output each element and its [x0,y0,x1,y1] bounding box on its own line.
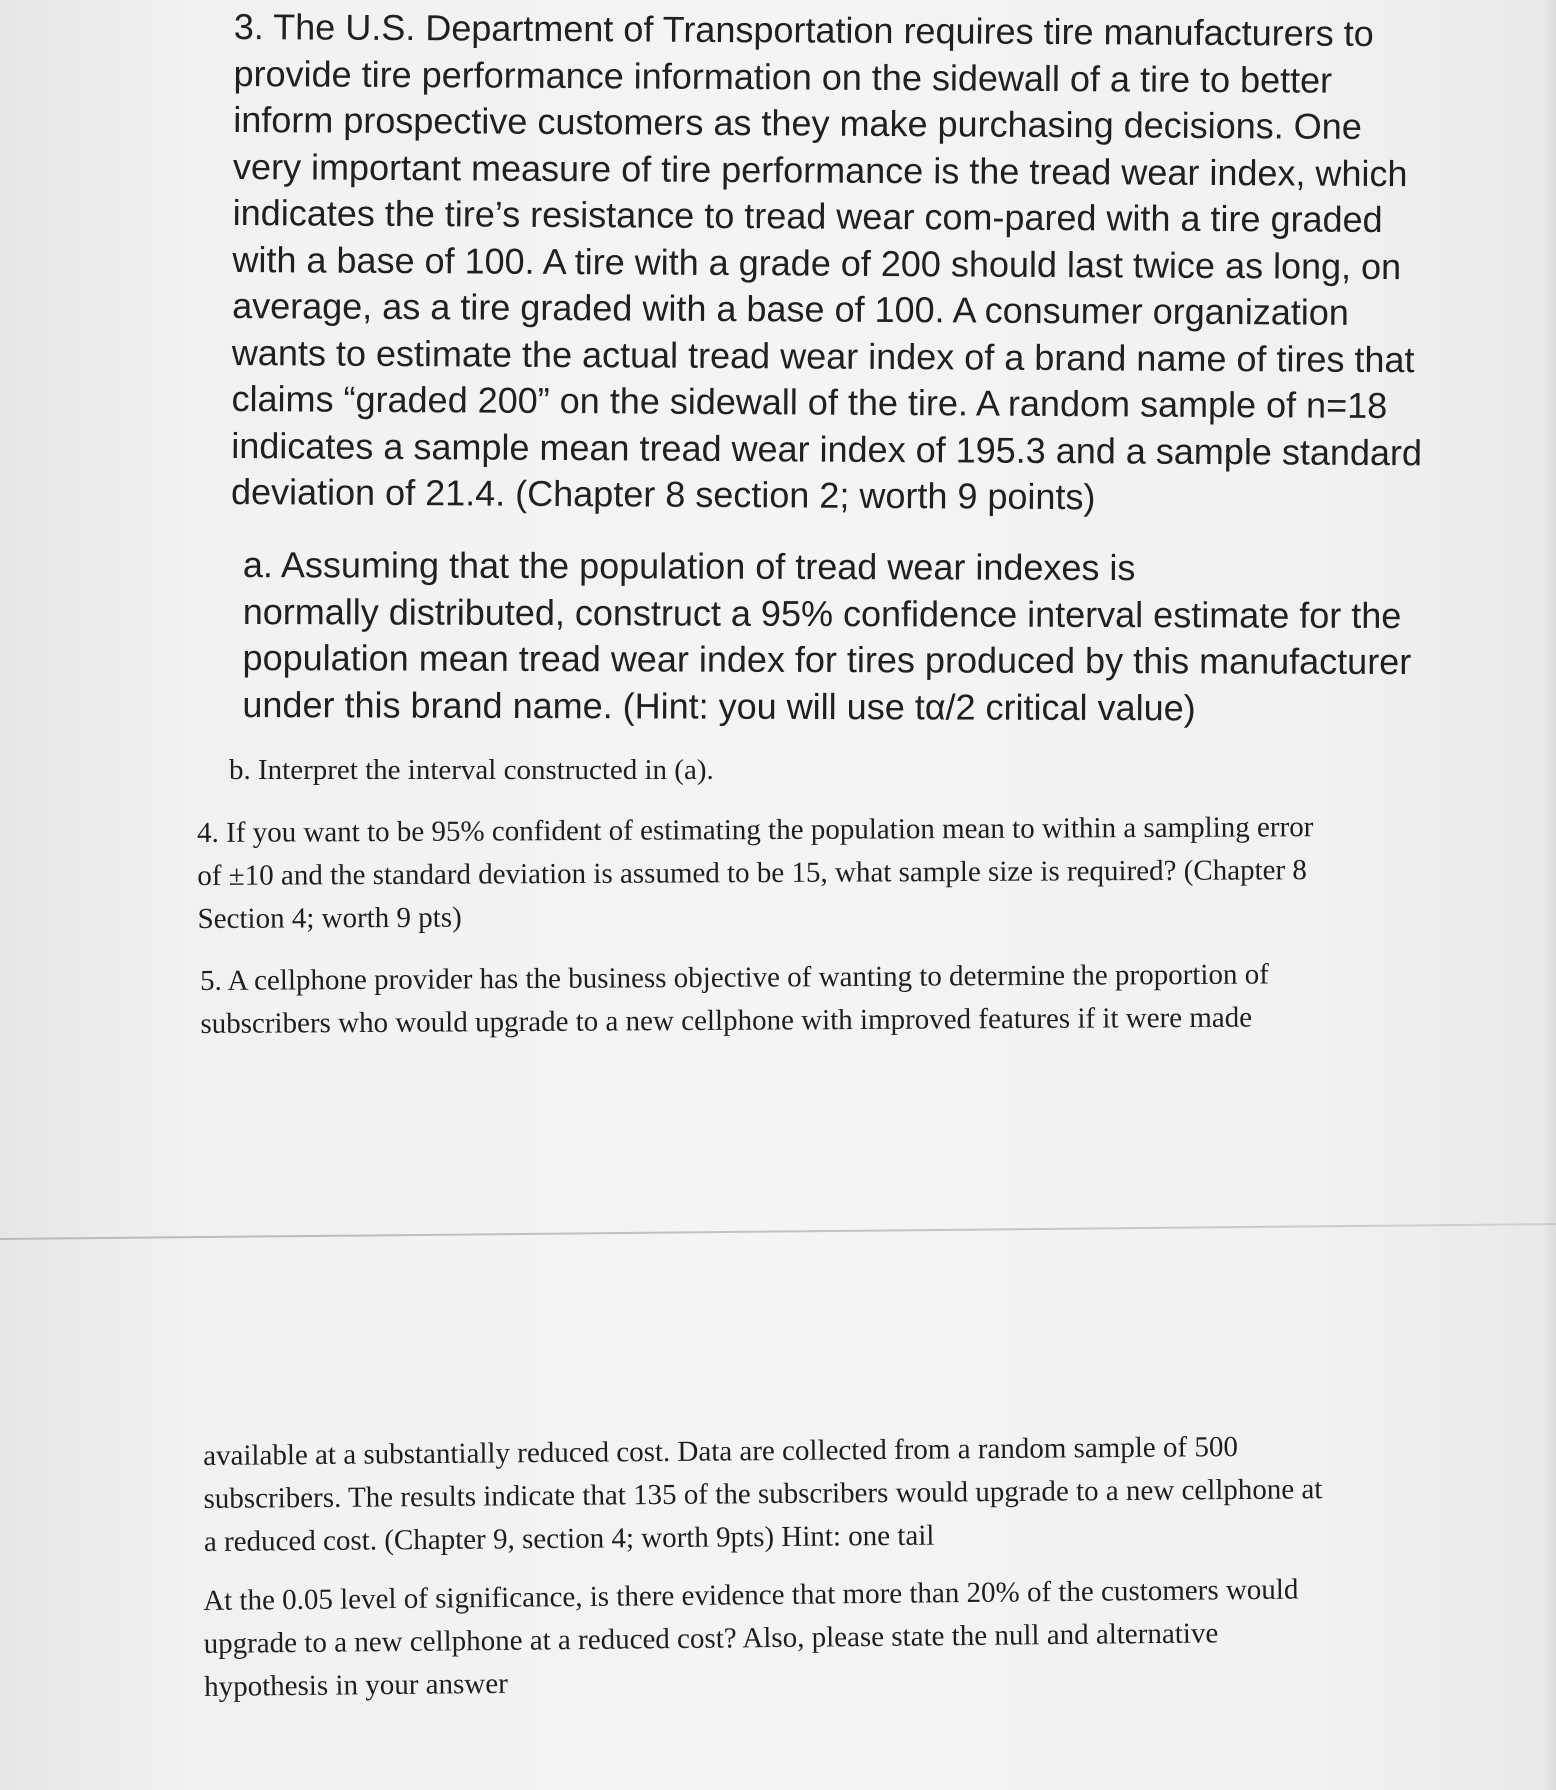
question-3-part-a: a. Assuming that the population of tread wear indexes is normally distributed, construct a 95% confidence interval estimate for the population mean tread wear index for tires produced by this manufacturer under this brand name. (Hint: you will use tα/2 critical value) [242,544,1412,728]
question-4-text: 4. If you want to be 95% confident of estimating the population mean to within a sampling error of ±10 and the standard deviation is assumed to be 15, what sample size is required? (Chapter 8 Section 4; worth 9 pts) [197,811,1314,935]
question-5-text-start: 5. A cellphone provider has the business objective of wanting to determine the proportion of subscribers who would upgrade to a new cellphone with improved features if it were made [200,958,1269,1040]
page-edge-shadow [1542,0,1556,1790]
question-5-text-continued: available at a substantially reduced cost. Data are collected from a random sample of 500 subscribers. The results indicate that 135 of the subscribers would upgrade to a new cellphone at a reduced cost. (Chapter 9, section 4; worth 9pts) Hint: one tail [203,1430,1323,1558]
question-3-part-b: b. Interpret the interval constructed in (a). [229,754,714,786]
question-5-question: At the 0.05 level of significance, is there evidence that more than 20% of the customers would upgrade to a new cellphone at a reduced cost? Also, please state the null and alternative hypothesis in your answer [203,1573,1299,1703]
page-divider [0,1223,1556,1240]
question-3-text: 3. The U.S. Department of Transportation requires tire manufacturers to provide tire performance information on the sidewall of a tire to better inform prospective customers as they make purchasing decisions. One very important measure of tire performance is the tread wear index, which indicates the tire’s resistance to tread wear com-pared with a tire graded with a base of 100. A tire with a grade of 200 should last twice as long, on average, as a tire graded with a base of 100. A consumer organization wants to estimate the actual tread wear index of a brand name of tires that claims “graded 200” on the sidewall of the tire. A random sample of n=18 indicates a sample mean tread wear index of 195.3 and a sample standard deviation of 21.4. (Chapter 8 section 2; worth 9 points) [230,5,1423,518]
